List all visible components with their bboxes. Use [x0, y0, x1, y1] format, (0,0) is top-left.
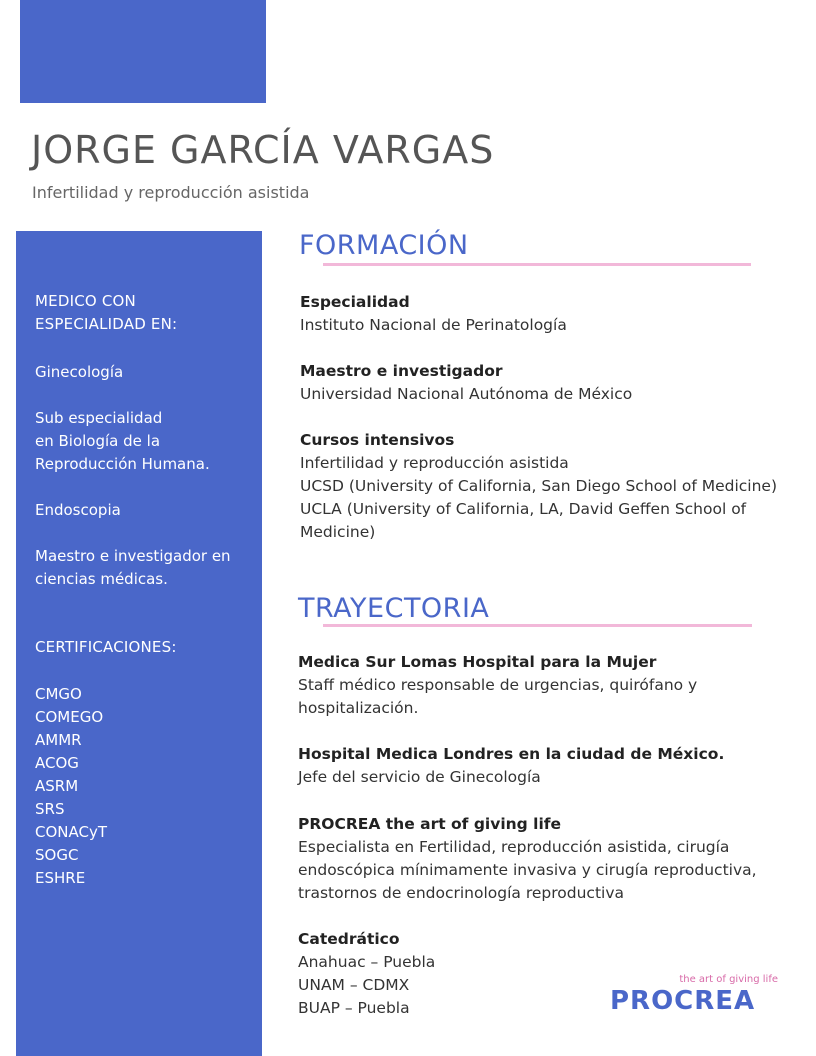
- certification-item: ACOG: [35, 754, 79, 772]
- specialty-gynecology: Ginecología: [35, 363, 124, 381]
- logo-wordmark: PROCREA: [610, 986, 756, 1016]
- formacion-divider: [323, 263, 751, 266]
- certification-item: SOGC: [35, 846, 79, 864]
- formacion-entry-maestro: Maestro e investigador Universidad Nacional Autónoma de México: [300, 362, 633, 403]
- doctor-name: JORGE GARCÍA VARGAS: [31, 128, 495, 172]
- doctor-subtitle: Infertilidad y reproducción asistida: [32, 183, 310, 202]
- formacion-entry-cursos: Cursos intensivos Infertilidad y reproducción asistida UCSD (University of California, San Diego School of Medicine) UCLA (University of California, LA, David Geffen School of Medicine): [300, 431, 778, 541]
- sidebar: [16, 231, 262, 1056]
- trayectoria-entry-medica-sur: Medica Sur Lomas Hospital para la Mujer Staff médico responsable de urgencias, quirófano y hospitalización.: [298, 653, 698, 717]
- certification-item: ESHRE: [35, 869, 86, 887]
- certification-item: AMMR: [35, 731, 82, 749]
- formacion-title: FORMACIÓN: [299, 230, 469, 261]
- certification-item: CMGO: [35, 685, 82, 703]
- trayectoria-entry-procrea: PROCREA the art of giving life Especialista en Fertilidad, reproducción asistida, cirugía endoscópica mínimamente invasiva y cirugía reproductiva, trastornos de endocrinología reproductiva: [298, 815, 757, 902]
- certifications-list: [35, 683, 255, 890]
- procrea-logo: [610, 968, 780, 1020]
- specialty-master: Maestro e investigador en ciencias médicas.: [35, 547, 231, 588]
- trayectoria-entry-catedratico: Catedrático Anahuac – Puebla UNAM – CDMX BUAP – Puebla: [298, 930, 436, 1017]
- formacion-entry-especialidad: Especialidad Instituto Nacional de Perinatología: [300, 293, 567, 334]
- certifications-heading: CERTIFICACIONES:: [35, 638, 177, 656]
- certification-item: COMEGO: [35, 708, 104, 726]
- specialty-endoscopy: Endoscopia: [35, 501, 121, 519]
- specialty-heading: MEDICO CON ESPECIALIDAD EN:: [35, 292, 178, 333]
- logo-tagline: the art of giving life: [679, 974, 778, 985]
- certification-item: SRS: [35, 800, 65, 818]
- header-color-block: [20, 0, 266, 103]
- trayectoria-divider: [323, 624, 752, 627]
- specialty-subspecialty: Sub especialidad en Biología de la Reproducción Humana.: [35, 409, 210, 473]
- trayectoria-title: TRAYECTORIA: [298, 593, 490, 624]
- certification-item: CONACyT: [35, 823, 108, 841]
- certification-item: ASRM: [35, 777, 79, 795]
- trayectoria-entry-londres: Hospital Medica Londres en la ciudad de México. Jefe del servicio de Ginecología: [298, 745, 725, 786]
